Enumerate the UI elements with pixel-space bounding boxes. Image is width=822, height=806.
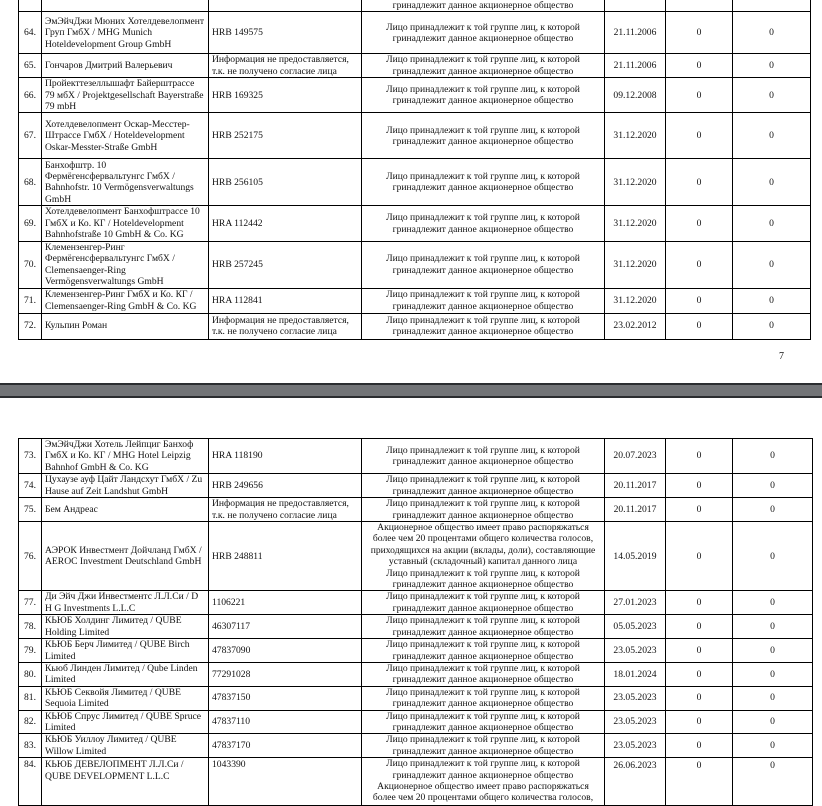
shares-percentage-cell: 0 (733, 615, 813, 639)
entity-name-cell: Хотелдевелопмент Банхофштрассе 10 ГмбХ и Ко. КГ / Hoteldevelopment Bahnhofstraße 10 GmbH & Co. KG (42, 206, 209, 241)
registration-info-cell: HRB 248811 (209, 522, 362, 591)
capital-share-cell: 0 (666, 662, 733, 686)
shares-percentage-cell: 0 (733, 758, 813, 806)
affiliation-date-cell: 23.02.2012 (605, 313, 666, 339)
affiliation-basis-cell (362, 241, 605, 288)
shares-percentage-cell: 0 (733, 474, 813, 498)
table-row (19, 113, 811, 159)
table-row (19, 313, 811, 339)
affiliation-date-cell: 20.11.2017 (605, 498, 666, 522)
registration-info-cell: HRA 112442 (209, 206, 362, 241)
shares-percentage-cell: 0 (733, 54, 811, 78)
shares-percentage-cell: 0 (733, 241, 811, 288)
affiliation-basis-cell (362, 206, 605, 241)
entity-name-cell (42, 0, 209, 12)
capital-share-cell: 0 (666, 439, 733, 474)
affiliation-basis-text: Лицо принадлежит к той группе лиц, к которой гринадлежит данное акционерное общество (386, 83, 580, 107)
row-number-cell: 69. (19, 206, 42, 241)
table-row (19, 498, 813, 522)
affiliation-date-cell: 23.05.2023 (605, 710, 666, 734)
entity-name-cell: ЭмЭйчДжи Мюних Хотелдевелопмент Груп ГмбХ / MHG Munich Hoteldevelopment Group GmbH (42, 12, 209, 54)
affiliation-basis-text: Акционерное общество имеет право распоряжаться более чем 20 процентами общего количества голосов, приходящихся на акции (вклады, доли), составляющие уставный (складочный) капитал данного лица (370, 522, 596, 568)
affiliation-basis-cell (362, 758, 605, 806)
shares-percentage-cell (733, 0, 811, 12)
affiliation-basis-text: Лицо принадлежит к той группе лиц, к которой гринадлежит данное акционерное общество (386, 591, 580, 614)
entity-name-cell: КЬЮБ Уиллоу Лимитед / QUBE Willow Limited (42, 734, 209, 758)
affiliation-basis-text: Лицо принадлежит к той группе лиц, к которой гринадлежит данное акционерное общество (386, 444, 580, 468)
capital-share-cell: 0 (666, 206, 733, 241)
affiliation-basis-text: Лицо принадлежит к той группе лиц, к которой гринадлежит данное акционерное общество (386, 474, 580, 497)
table-row (19, 710, 813, 734)
affiliation-basis-text: Лицо принадлежит к той группе лиц, к которой гринадлежит данное акционерное общество (386, 21, 580, 44)
shares-percentage-cell: 0 (733, 522, 813, 591)
registration-info-cell: HRB 252175 (209, 113, 362, 159)
capital-share-cell: 0 (666, 758, 733, 806)
entity-name-cell: КЬЮБ Секвойя Лимитед / QUBE Sequoia Limited (42, 686, 209, 710)
registration-info-cell: HRB 257245 (209, 241, 362, 288)
affiliation-basis-text: Лицо принадлежит к той группе лиц, к которой гринадлежит данное акционерное общество (386, 171, 580, 194)
affiliation-basis-cell (362, 522, 605, 591)
table-row (19, 12, 811, 54)
entity-name-cell: Хотелдевелопмент Оскар-Месстер-Штрассе ГмбХ / Hoteldevelopment Oskar-Messter-Straße GmbH (42, 113, 209, 159)
row-number-cell: 70. (19, 241, 42, 288)
affiliation-basis-cell (362, 113, 605, 159)
table-row (19, 758, 813, 806)
row-number-cell: 65. (19, 54, 42, 78)
affiliation-basis-text: Лицо принадлежит к той группе лиц, к которой гринадлежит данное акционерное общество (386, 54, 580, 77)
table-row (19, 522, 813, 591)
capital-share-cell: 0 (666, 12, 733, 54)
entity-name-cell: Клемензенгер-Ринг Фермёгенсфервальтунгс ГмбХ / Clemensaenger-Ring Vermögensverwaltungs GmbH (42, 241, 209, 288)
entity-name-cell: КЬЮБ ДЕВЕЛОПМЕНТ Л.Л.Си / QUBE DEVELOPMENT L.L.C (42, 758, 209, 806)
affiliation-basis-text: Акционерное общество имеет право распоряжаться более чем 20 процентами общего количества голосов, (372, 780, 594, 804)
entity-name-cell: АЭРОК Инвестмент Дойчланд ГмбХ / AEROC Investment Deutschland GmbH (42, 522, 209, 591)
registration-info-cell: 46307117 (209, 615, 362, 639)
table-row (19, 0, 811, 12)
row-number-cell: 72. (19, 313, 42, 339)
table-row (19, 734, 813, 758)
shares-percentage-cell: 0 (733, 206, 811, 241)
row-number-cell: 75. (19, 498, 42, 522)
row-number-cell: 68. (19, 159, 42, 206)
table-row (19, 686, 813, 710)
affiliation-basis-text: Лицо принадлежит к той группе лиц, к которой гринадлежит данное акционерное общество (386, 734, 580, 757)
entity-name-cell: Гончаров Дмитрий Валерьевич (42, 54, 209, 78)
shares-percentage-cell: 0 (733, 78, 811, 113)
affiliation-basis-text: Лицо принадлежит к той группе лиц, к которой гринадлежит данное акционерное общество (386, 289, 580, 312)
shares-percentage-cell: 0 (733, 113, 811, 159)
affiliation-basis-text: Лицо принадлежит к той группе лиц, к которой гринадлежит данное акционерное общество (386, 758, 580, 781)
registration-info-cell: Информация не предоставляется, т.к. не получено согласие лица (209, 54, 362, 78)
registration-info-cell: Информация не предоставляется, т.к. не получено согласие лица (209, 313, 362, 339)
affiliation-basis-cell (362, 288, 605, 313)
shares-percentage-cell: 0 (733, 591, 813, 615)
affiliation-basis-cell (362, 734, 605, 758)
affiliation-date-cell: 31.12.2020 (605, 113, 666, 159)
registration-info-cell: HRB 249656 (209, 474, 362, 498)
registration-info-cell: HRA 112841 (209, 288, 362, 313)
registration-info-cell: 47837170 (209, 734, 362, 758)
capital-share-cell: 0 (666, 241, 733, 288)
table-row (19, 54, 811, 78)
entity-name-cell: Банхофштр. 10 Фермёгенсфервальтунгс ГмбХ / Bahnhofstr. 10 Vermögensverwaltungs GmbH (42, 159, 209, 206)
affiliation-basis-cell (362, 78, 605, 113)
affiliation-basis-cell (362, 12, 605, 54)
registration-info-cell: 1043390 (209, 758, 362, 806)
shares-percentage-cell: 0 (733, 439, 813, 474)
row-number-cell: 67. (19, 113, 42, 159)
row-number-cell: 80. (19, 662, 42, 686)
table-row (19, 662, 813, 686)
affiliation-date-cell: 31.12.2020 (605, 159, 666, 206)
capital-share-cell: 0 (666, 159, 733, 206)
capital-share-cell: 0 (666, 522, 733, 591)
affiliation-date-cell: 05.05.2023 (605, 615, 666, 639)
shares-percentage-cell: 0 (733, 12, 811, 54)
registration-info-cell: HRB 169325 (209, 78, 362, 113)
registration-info-cell: Информация не предоставляется, т.к. не получено согласие лица (209, 498, 362, 522)
row-number-cell: 79. (19, 639, 42, 663)
affiliation-date-cell: 20.07.2023 (605, 439, 666, 474)
shares-percentage-cell: 0 (733, 498, 813, 522)
registration-info-cell: 1106221 (209, 591, 362, 615)
affiliation-date-cell: 21.11.2006 (605, 12, 666, 54)
row-number-cell: 76. (19, 522, 42, 591)
affiliation-date-cell (605, 0, 666, 12)
affiliation-basis-cell (362, 0, 605, 12)
registration-info-cell: 47837110 (209, 710, 362, 734)
affiliation-date-cell: 23.05.2023 (605, 734, 666, 758)
affiliation-basis-cell (362, 54, 605, 78)
row-number-cell (19, 0, 42, 12)
affiliation-basis-text: Лицо принадлежит к той группе лиц, к которой гринадлежит данное акционерное общество (386, 212, 580, 235)
affiliation-basis-cell (362, 439, 605, 474)
table-row (19, 78, 811, 113)
table-row (19, 206, 811, 241)
affiliation-date-cell: 09.12.2008 (605, 78, 666, 113)
table-row (19, 591, 813, 615)
affiliation-basis-cell (362, 159, 605, 206)
page-separator (0, 383, 822, 398)
capital-share-cell: 0 (666, 639, 733, 663)
page-number: 7 (779, 351, 784, 362)
shares-percentage-cell: 0 (733, 662, 813, 686)
row-number-cell: 66. (19, 78, 42, 113)
row-number-cell: 83. (19, 734, 42, 758)
affiliation-basis-text: Лицо принадлежит к той группе лиц, к которой гринадлежит данное акционерное общество (386, 567, 580, 591)
affiliation-date-cell: 27.01.2023 (605, 591, 666, 615)
capital-share-cell: 0 (666, 113, 733, 159)
row-number-cell: 71. (19, 288, 42, 313)
affiliation-basis-text: Лицо принадлежит к той группе лиц, к которой гринадлежит данное акционерное общество (386, 710, 580, 733)
row-number-cell: 73. (19, 439, 42, 474)
affiliation-basis-text: Лицо принадлежит к той группе лиц, к которой гринадлежит данное акционерное общество (386, 498, 580, 521)
affiliation-date-cell: 14.05.2019 (605, 522, 666, 591)
affiliation-basis-cell (362, 474, 605, 498)
shares-percentage-cell: 0 (733, 288, 811, 313)
affiliation-date-cell: 23.05.2023 (605, 686, 666, 710)
shares-percentage-cell: 0 (733, 686, 813, 710)
document-page-8 (0, 398, 822, 804)
affiliation-basis-text: Лицо принадлежит к той группе лиц, к которой гринадлежит данное акционерное общество (386, 615, 580, 638)
document-page-7 (0, 0, 822, 383)
capital-share-cell: 0 (666, 498, 733, 522)
registration-info-cell: HRA 118190 (209, 439, 362, 474)
shares-percentage-cell: 0 (733, 313, 811, 339)
registration-info-cell: 47837090 (209, 639, 362, 663)
capital-share-cell: 0 (666, 591, 733, 615)
affiliation-basis-text: Лицо принадлежит к той группе лиц, к которой гринадлежит данное акционерное общество (386, 686, 580, 710)
entity-name-cell: КЬЮБ Берч Лимитед / QUBE Birch Limited (42, 639, 209, 663)
shares-percentage-cell: 0 (733, 710, 813, 734)
capital-share-cell: 0 (666, 710, 733, 734)
table-row (19, 639, 813, 663)
registration-info-cell: HRB 256105 (209, 159, 362, 206)
registration-info-cell: 47837150 (209, 686, 362, 710)
affiliation-basis-cell (362, 498, 605, 522)
affiliation-basis-text: Лицо принадлежит к той группе лиц, к которой гринадлежит данное акционерное общество (386, 124, 580, 147)
entity-name-cell: Ди Эйч Джи Инвестментс Л.Л.Си / D H G Investments L.L.C (42, 591, 209, 615)
entity-name-cell: Бем Андреас (42, 498, 209, 522)
affiliates-table-page-7 (18, 0, 811, 340)
affiliation-date-cell: 31.12.2020 (605, 241, 666, 288)
affiliation-basis-text: Лицо принадлежит к той группе лиц, к которой гринадлежит данное акционерное общество (386, 314, 580, 338)
affiliation-basis-cell (362, 710, 605, 734)
entity-name-cell: КЬЮБ Спрус Лимитед / QUBE Spruce Limited (42, 710, 209, 734)
affiliates-table-page-8 (18, 438, 813, 806)
table-row (19, 474, 813, 498)
capital-share-cell: 0 (666, 313, 733, 339)
registration-info-cell: 77291028 (209, 662, 362, 686)
entity-name-cell: Кьюб Линден Лимитед / Qube Linden Limited (42, 662, 209, 686)
row-number-cell: 78. (19, 615, 42, 639)
affiliation-date-cell: 21.11.2006 (605, 54, 666, 78)
affiliation-date-cell: 20.11.2017 (605, 474, 666, 498)
capital-share-cell: 0 (666, 734, 733, 758)
capital-share-cell (666, 0, 733, 12)
affiliation-date-cell: 18.01.2024 (605, 662, 666, 686)
affiliation-basis-cell (362, 591, 605, 615)
entity-name-cell: Кульпин Роман (42, 313, 209, 339)
affiliation-date-cell: 31.12.2020 (605, 206, 666, 241)
table-row (19, 288, 811, 313)
affiliation-basis-cell (362, 662, 605, 686)
affiliation-date-cell: 31.12.2020 (605, 288, 666, 313)
affiliation-basis-text: гринадлежит данное акционерное общество (392, 0, 574, 11)
capital-share-cell: 0 (666, 615, 733, 639)
affiliation-basis-cell (362, 615, 605, 639)
capital-share-cell: 0 (666, 78, 733, 113)
entity-name-cell: КЬЮБ Холдинг Лимитед / QUBE Holding Limited (42, 615, 209, 639)
capital-share-cell: 0 (666, 54, 733, 78)
row-number-cell: 74. (19, 474, 42, 498)
affiliation-basis-text: Лицо принадлежит к той группе лиц, к которой гринадлежит данное акционерное общество (386, 639, 580, 662)
capital-share-cell: 0 (666, 474, 733, 498)
affiliation-basis-cell (362, 639, 605, 663)
shares-percentage-cell: 0 (733, 639, 813, 663)
capital-share-cell: 0 (666, 686, 733, 710)
row-number-cell: 77. (19, 591, 42, 615)
table-row (19, 241, 811, 288)
row-number-cell: 84. (19, 758, 42, 806)
affiliation-date-cell: 26.06.2023 (605, 758, 666, 806)
affiliation-basis-text: Лицо принадлежит к той группе лиц, к которой гринадлежит данное акционерное общество (386, 662, 580, 686)
capital-share-cell: 0 (666, 288, 733, 313)
affiliation-date-cell: 23.05.2023 (605, 639, 666, 663)
entity-name-cell: Цухаузе ауф Цайт Ландсхут ГмбХ / Zu Hause auf Zeit Landshut GmbH (42, 474, 209, 498)
table-row (19, 159, 811, 206)
entity-name-cell: Пройекттезеллышафт Байерштрассе 79 мбХ / Projektgesellschaft Bayerstraße 79 mbH (42, 78, 209, 113)
affiliation-basis-cell (362, 686, 605, 710)
row-number-cell: 64. (19, 12, 42, 54)
row-number-cell: 81. (19, 686, 42, 710)
shares-percentage-cell: 0 (733, 734, 813, 758)
entity-name-cell: Клемензенгер-Ринг ГмбХ и Ко. КГ / Clemensaenger-Ring GmbH & Co. KG (42, 288, 209, 313)
registration-info-cell (209, 0, 362, 12)
table-row (19, 615, 813, 639)
table-row (19, 439, 813, 474)
registration-info-cell: HRB 149575 (209, 12, 362, 54)
affiliation-basis-text: Лицо принадлежит к той группе лиц, к которой гринадлежит данное акционерное общество (386, 253, 580, 276)
entity-name-cell: ЭмЭйчДжи Хотель Лейпциг Банхоф ГмбХ и Ко. КГ / MHG Hotel Leipzig Bahnhof GmbH & Co. KG (42, 439, 209, 474)
row-number-cell: 82. (19, 710, 42, 734)
shares-percentage-cell: 0 (733, 159, 811, 206)
affiliation-basis-cell (362, 313, 605, 339)
